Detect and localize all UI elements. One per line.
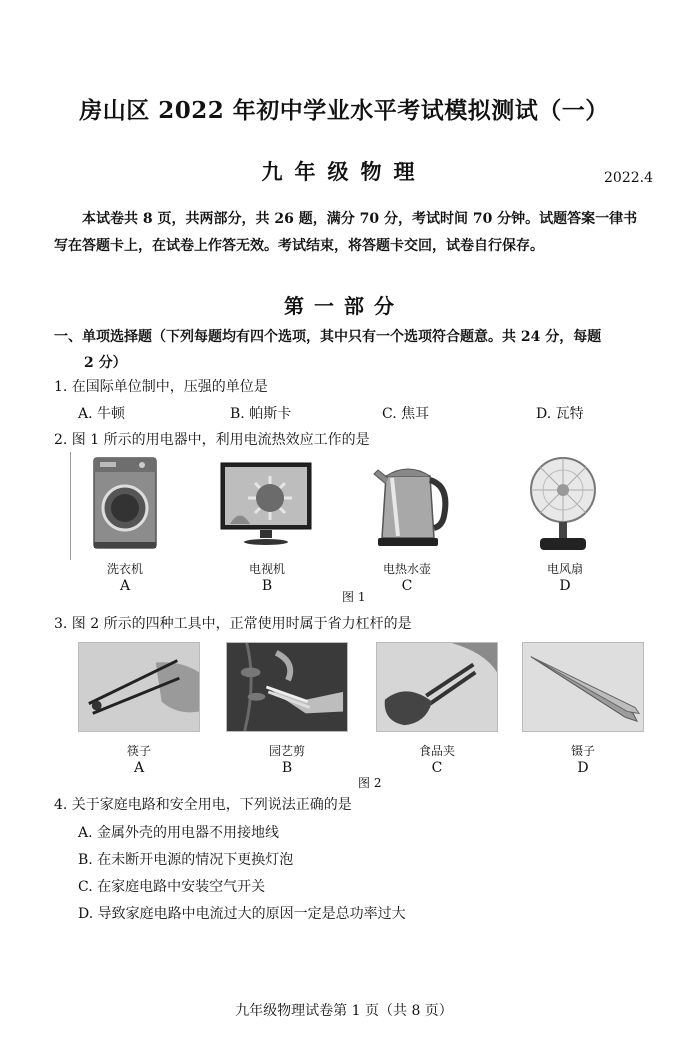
figure-1-caption-a: 洗衣机 [106, 562, 143, 576]
question-1-option-b: B. 帕斯卡 [230, 406, 292, 422]
question-4-option-b: B. 在未断开电源的情况下更换灯泡 [78, 852, 294, 868]
question-4-stem: 4. 关于家庭电路和安全用电，下列说法正确的是 [54, 797, 352, 813]
figure-2-letter-a: A [133, 760, 145, 776]
garden-shears-icon [226, 642, 348, 732]
figure-2-caption-c: 食品夹 [418, 744, 455, 758]
figure-2-letter-b: B [281, 760, 293, 776]
figure-2-label: 图 2 [358, 776, 382, 790]
tweezers-icon [522, 642, 644, 732]
figure-1-letter-d: D [559, 578, 571, 594]
question-2-stem: 2. 图 1 所示的用电器中，利用电流热效应工作的是 [54, 432, 370, 448]
figure-1-caption-c: 电热水壶 [382, 562, 431, 576]
question-1-stem: 1. 在国际单位制中，压强的单位是 [54, 379, 268, 395]
figure-2-caption-d: 镊子 [570, 744, 595, 758]
question-3-stem: 3. 图 2 所示的四种工具中，正常使用时属于省力杠杆的是 [54, 616, 412, 632]
section-heading [54, 324, 654, 376]
figure-1-letter-c: C [401, 578, 413, 594]
figure-2-letter-c: C [431, 760, 443, 776]
question-4-option-a: A. 金属外壳的用电器不用接地线 [78, 825, 280, 841]
figure-1-letter-b: B [261, 578, 273, 594]
food-tongs-icon [376, 642, 498, 732]
exam-instructions: 本试卷共 8 页，共两部分，共 26 题，满分 70 分，考试时间 70 分钟。试题答案一律书写在答题卡上，在试卷上作答无效。考试结束，将答题卡交回，试卷自行保存。 [54, 211, 638, 254]
page-footer: 九年级物理试卷第 1 页（共 8 页） [235, 1003, 453, 1019]
electric-kettle-icon [372, 456, 450, 551]
figure-1-caption-b: 电视机 [248, 562, 285, 576]
part-heading: 第一部分 [284, 294, 404, 318]
exam-title: 房山区 2022 年初中学业水平考试模拟测试（一） [79, 97, 609, 124]
figure-1-letter-a: A [119, 578, 131, 594]
figure-2-caption-a: 筷子 [126, 744, 151, 758]
figure-2-caption-b: 园艺剪 [268, 744, 305, 758]
question-4-option-c: C. 在家庭电路中安装空气开关 [78, 879, 266, 895]
exam-date: 2022.4 [604, 170, 653, 186]
figure-2-letter-d: D [577, 760, 589, 776]
question-1-option-c: C. 焦耳 [382, 406, 430, 422]
television-icon [220, 462, 312, 546]
figure-1-border [70, 452, 71, 560]
exam-subtitle: 九年级物理 [261, 159, 427, 184]
electric-fan-icon [528, 456, 598, 553]
section-heading-line1: 一、单项选择题（下列每题均有四个选项，其中只有一个选项符合题意。共 24 分，每题 [54, 329, 602, 345]
washing-machine-icon [92, 456, 158, 551]
question-1-option-a: A. 牛顿 [78, 406, 126, 422]
figure-1-caption-d: 电风扇 [546, 562, 583, 576]
section-heading-line2: 2 分） [84, 355, 127, 371]
question-4-option-d: D. 导致家庭电路中电流过大的原因一定是总功率过大 [78, 906, 406, 922]
chopsticks-icon [78, 642, 200, 732]
figure-1-label: 图 1 [342, 590, 366, 604]
question-1-option-d: D. 瓦特 [536, 406, 584, 422]
